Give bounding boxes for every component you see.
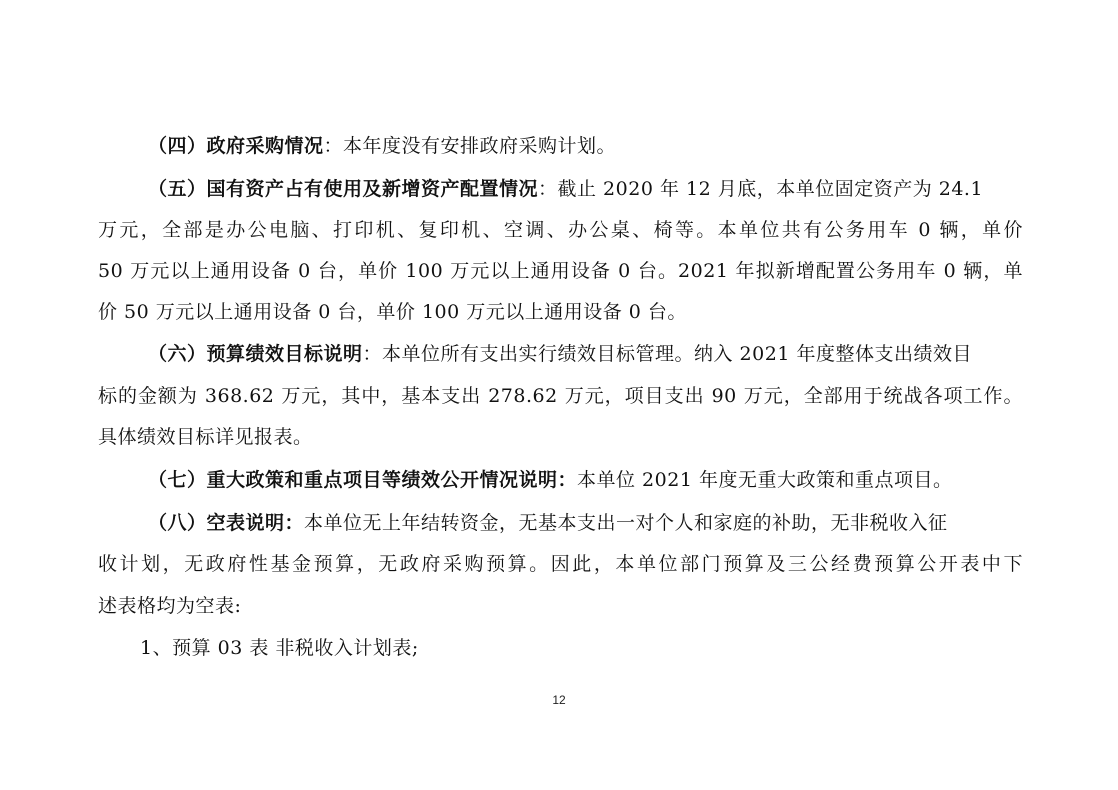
paragraph-6-heading: （六）预算绩效目标说明: [148, 343, 363, 365]
paragraph-6-line-1: [148, 341, 972, 367]
paragraph-5-line-4: 价 50 万元以上通用设备 0 台，单价 100 万元以上通用设备 0 台。: [98, 301, 687, 323]
paragraph-4-text: ：本年度没有安排政府采购计划。: [323, 135, 617, 157]
paragraph-7-line-1: [148, 467, 952, 493]
paragraph-8-heading: （八）空表说明：: [148, 512, 305, 534]
paragraph-5-line-3: 50 万元以上通用设备 0 台，单价 100 万元以上通用设备 0 台。2021 年拟新增配置公务用车 0 辆，单: [98, 260, 1023, 282]
paragraph-5-heading: （五）国有资产占有使用及新增资产配置情况: [148, 178, 539, 200]
paragraph-8-line-1: [148, 510, 948, 536]
paragraph-8-line-2: 收计划，无政府性基金预算，无政府采购预算。因此，本单位部门预算及三公经费预算公开表中下: [98, 553, 1023, 575]
paragraph-6-line-2: 标的金额为 368.62 万元，其中，基本支出 278.62 万元，项目支出 90 万元，全部用于统战各项工作。: [98, 385, 1023, 407]
paragraph-8-line-3: 述表格均为空表:: [98, 595, 242, 617]
page-number: 12: [552, 693, 566, 707]
paragraph-4-line-1: [148, 133, 616, 159]
paragraph-5-line-1: [148, 176, 983, 202]
paragraph-6-text-1: ：本单位所有支出实行绩效目标管理。纳入 2021 年度整体支出绩效目: [362, 343, 972, 365]
list-item-1: 1、预算 03 表 非税收入计划表;: [140, 637, 419, 659]
paragraph-7-text-1: 本单位 2021 年度无重大政策和重点项目。: [577, 469, 953, 491]
paragraph-8-text-1: 本单位无上年结转资金，无基本支出一对个人和家庭的补助，无非税收入征: [304, 512, 948, 534]
paragraph-4-heading: （四）政府采购情况: [148, 135, 324, 157]
paragraph-5-text-1: ：截止 2020 年 12 月底，本单位固定资产为 24.1: [538, 178, 984, 200]
paragraph-5-line-2: 万元，全部是办公电脑、打印机、复印机、空调、办公桌、椅等。本单位共有公务用车 0 辆，单价: [98, 219, 1023, 241]
paragraph-7-heading: （七）重大政策和重点项目等绩效公开情况说明：: [148, 469, 578, 491]
paragraph-6-line-3: 具体绩效目标详见报表。: [98, 426, 313, 448]
